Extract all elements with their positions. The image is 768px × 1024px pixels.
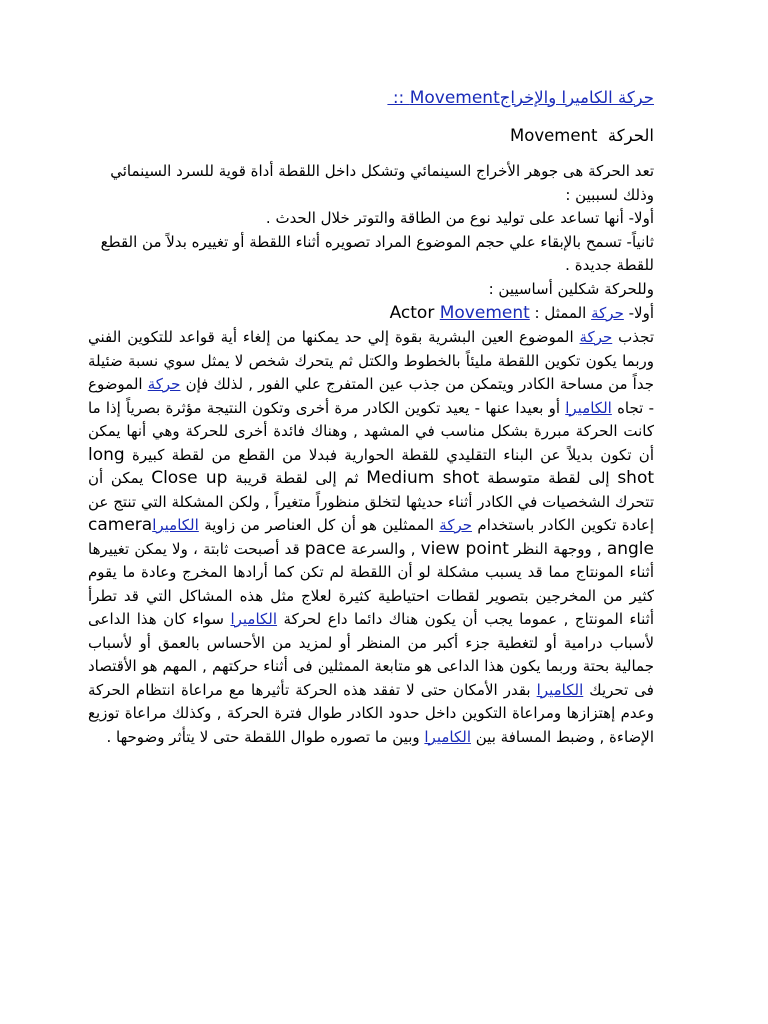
heading-link-haraka[interactable]: حركة [591, 304, 624, 322]
title-arabic: حركة الكاميرا والإخراج [499, 88, 654, 107]
heading-english: Actor Movement [389, 303, 530, 323]
page-title [88, 84, 654, 112]
title-link[interactable] [387, 88, 654, 107]
intro-paragraph-3: ثانياً- تسمح بالإبقاء علي حجم الموضوع المراد تصويره أثناء اللقطة أو تغييره بدلاً من القطع للقطة جديدة . [100, 232, 654, 274]
intro-paragraph-2: أولا- أنها تساعد على توليد نوع من الطاقة والتوتر خلال الحدث . [265, 209, 654, 227]
link-camera-3[interactable]: الكاميرا [230, 610, 278, 628]
link-camera-5[interactable]: الكاميرا [424, 727, 471, 746]
term-view-point: view point [420, 538, 509, 559]
term-camera-angle: camera angle [88, 515, 654, 559]
link-camera-1[interactable]: الكاميرا [565, 398, 612, 417]
document-body [88, 84, 654, 749]
subtitle-arabic: الحركة [607, 126, 654, 145]
term-close-up: Close up [151, 468, 228, 488]
link-haraka-2[interactable]: حركة [147, 375, 181, 393]
heading-link-movement[interactable]: Movement [439, 303, 530, 323]
section-subtitle [88, 122, 654, 150]
intro-paragraph-4: وللحركة شكلين أساسيين : [488, 279, 654, 298]
link-camera-4[interactable]: الكاميرا [536, 680, 584, 699]
body-paragraph: تجذب حركة الموضوع العين البشرية بقوة إلي حد يمكنها من إلغاء أية قواعد للتكوين الفني وربما يكون تكوين اللقطة مليئاً بالخطوط والكتل ثم يتحرك شخص لا يمثل سوي نسبة ضئيلة جداً من مساحة الكادر ويتمكن من جذب عين المتفرج علي الفور , لذلك فإن حركة الموضوع - تجاه الكاميرا أو بعيدا عنها - يعيد تكوين الكادر مرة أخرى وتكون النتيجة مؤثرة بصرياً إذا ما كانت الحركة مبررة بشكل مناسب في المشهد , وهناك فائدة أخرى للحركة وهي أنها يمكن أن تكون بديلاً عن البناء التقليدي للقطة الحوارية فبدلا من القطع من لقطة كبيرة long shot إلى لقطة متوسطة Medium shot ثم إلى لقطة قريبة Close up يمكن أن تتحرك الشخصيات في الكادر أثناء حديثها لتخلق منظوراً متغيراً , ولكن المشكلة التي تنتج عن إعادة تكوين الكادر باستخدام حركة الممثلين هو أن كل العناصر من زاوية الكاميراcamera angle , ووجهة النظر view point , والسرعة pace قد أصبحت ثابتة ، ولا يمكن تغييرها أثناء المونتاج مما قد يسبب مشكلة لو أن اللقطة لم تكن كما أرادها المخرج وعادة ما يقوم كثير من المخرجين بتصوير لقطات احتياطية كثيرة لعلاج مثل هذه المشاكل التي قد تطرأ أثناء المونتاج , عموما يجب أن يكون هناك دائما داع لحركة الكاميرا سواء كان هذا الداعى لأسباب درامية أو لتغطية جزء أكبر من المنظر أو لمزيد من الأحساس بالعمق أو لأسباب جمالية بحتة وربما يكون هذا الداعى هو متابعة الممثلين فى أثناء حركتهم , المهم هو الأقتصاد فى تحريك الكاميرا بقدر الأمكان حتى لا تفقد هذه الحركة تأثيرها مع مراعاة انتظام الحركة وعدم إهتزازها ومراعاة التكوين داخل حدود الكادر طوال فترة الحركة , وكذلك مراعاة توزيع الإضاءة , وضبط المسافة بين الكاميرا وبين ما تصوره طوال اللقطة حتى لا يتأثر وضوحها . [88, 328, 655, 746]
link-haraka-1[interactable]: حركة [579, 328, 613, 346]
term-long-shot: long shot [88, 444, 655, 488]
link-haraka-3[interactable]: حركة [439, 516, 473, 534]
section-heading-actor-movement: أولا- حركة الممثل : Actor Movement [389, 303, 654, 323]
term-pace: pace [304, 538, 346, 559]
intro-paragraph-1: تعد الحركة هى جوهر الأخراج السينمائي وتشكل داخل اللقطة أداة قوية للسرد السينمائي وذلك لسببين : [110, 162, 654, 204]
link-camera-2[interactable]: الكاميرا [152, 516, 199, 534]
term-medium-shot: Medium shot [366, 468, 480, 488]
subtitle-english: Movement [510, 126, 598, 145]
title-english: :: Movement [387, 88, 500, 108]
